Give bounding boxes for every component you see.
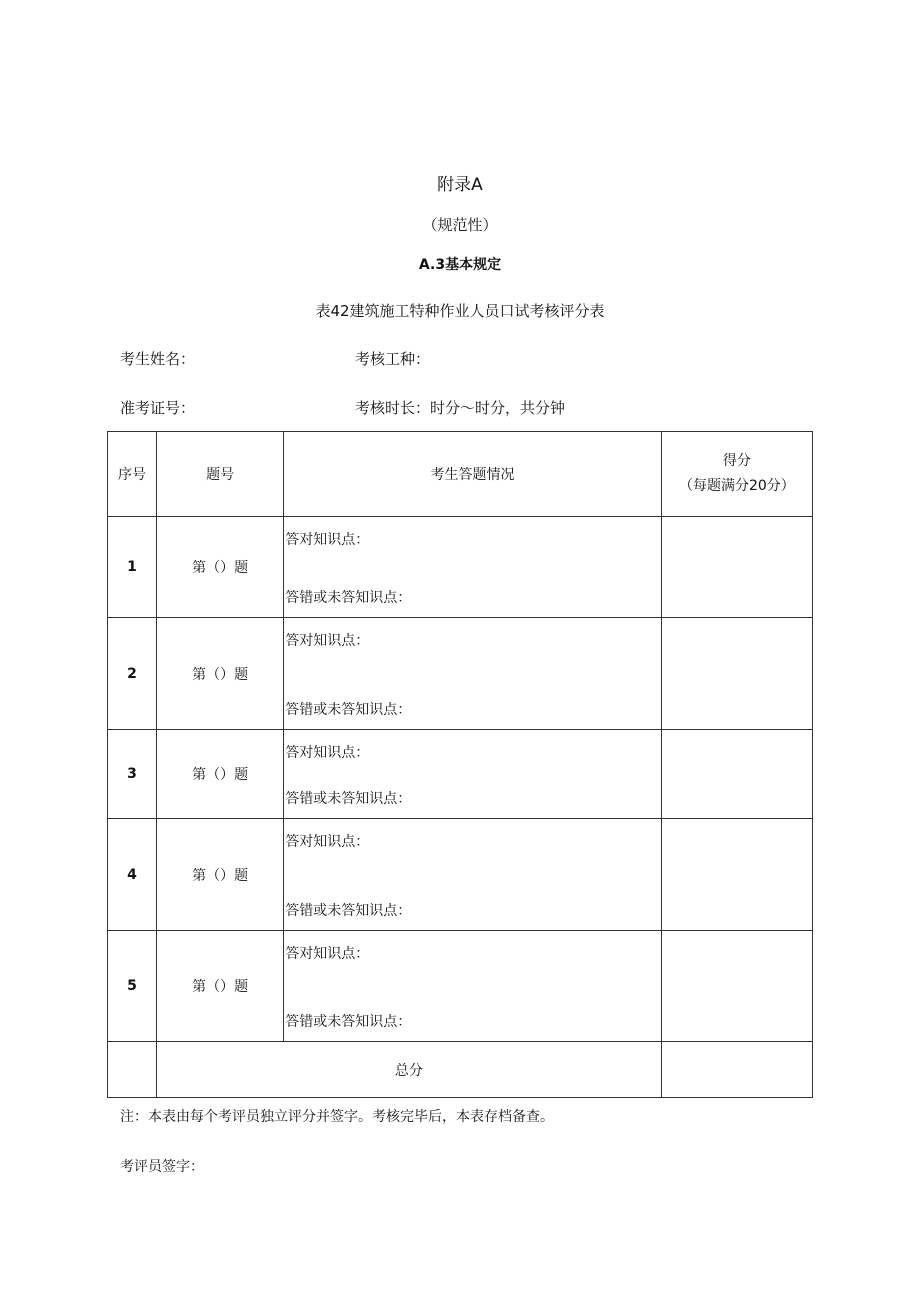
- row-score-cell[interactable]: [661, 730, 812, 819]
- wrong-points-label: 答错或未答知识点：: [285, 791, 412, 807]
- row-score-cell[interactable]: [661, 618, 812, 730]
- exam-duration-label: 考核时长：时分〜时分，共分钟: [355, 399, 566, 417]
- header-answer: 考生答题情况: [284, 432, 662, 517]
- row-score-cell[interactable]: [661, 931, 812, 1042]
- row-seq: 4: [108, 819, 157, 931]
- row-seq: 1: [108, 517, 157, 618]
- work-type-label: 考核工种：: [355, 350, 431, 368]
- normative-label: （规范性）: [422, 216, 498, 234]
- total-score-cell[interactable]: [661, 1042, 812, 1098]
- examiner-signature-label: 考评员签字：: [120, 1159, 204, 1175]
- row-question-no: 第（）题: [157, 618, 284, 730]
- row-seq: 3: [108, 730, 157, 819]
- row-seq: 2: [108, 618, 157, 730]
- header-score: [661, 432, 812, 517]
- row-answer-cell[interactable]: [284, 517, 662, 618]
- row-score-cell[interactable]: [661, 517, 812, 618]
- row-answer-cell[interactable]: [284, 931, 662, 1042]
- correct-points-label: 答对知识点：: [285, 946, 370, 962]
- total-seq-cell: [108, 1042, 157, 1098]
- correct-points-label: 答对知识点：: [285, 745, 370, 761]
- candidate-name-label: 考生姓名：: [120, 350, 196, 368]
- header-score-note: （每题满分20分）: [678, 478, 795, 494]
- total-row: [108, 1042, 813, 1098]
- row-question-no: 第（）题: [157, 517, 284, 618]
- row-question-no: 第（）题: [157, 730, 284, 819]
- correct-points-label: 答对知识点：: [285, 834, 370, 850]
- wrong-points-label: 答错或未答知识点：: [285, 590, 412, 606]
- score-table: [107, 431, 813, 1098]
- admission-id-label: 准考证号：: [120, 399, 196, 417]
- total-label: 总分: [157, 1042, 662, 1098]
- table-row: [108, 931, 813, 1042]
- row-question-no: 第（）题: [157, 819, 284, 931]
- row-answer-cell[interactable]: [284, 618, 662, 730]
- correct-points-label: 答对知识点：: [285, 633, 370, 649]
- table-row: [108, 819, 813, 931]
- row-answer-cell[interactable]: [284, 819, 662, 931]
- wrong-points-label: 答错或未答知识点：: [285, 702, 412, 718]
- table-row: [108, 517, 813, 618]
- table-header-row: [108, 432, 813, 517]
- row-seq: 5: [108, 931, 157, 1042]
- footnote: 注：本表由每个考评员独立评分并签字。考核完毕后，本表存档备查。: [120, 1109, 554, 1125]
- wrong-points-label: 答错或未答知识点：: [285, 1014, 412, 1030]
- row-question-no: 第（）题: [157, 931, 284, 1042]
- row-answer-cell[interactable]: [284, 730, 662, 819]
- correct-points-label: 答对知识点：: [285, 532, 370, 548]
- header-score-label: 得分: [722, 452, 751, 469]
- section-heading: A.3基本规定: [418, 257, 502, 273]
- table-row: [108, 730, 813, 819]
- wrong-points-label: 答错或未答知识点：: [285, 903, 412, 919]
- table-row: [108, 618, 813, 730]
- table-title: 表42建筑施工特种作业人员口试考核评分表: [315, 302, 605, 320]
- row-score-cell[interactable]: [661, 819, 812, 931]
- appendix-title: 附录A: [437, 175, 483, 195]
- header-question-no: 题号: [157, 432, 284, 517]
- header-seq: 序号: [108, 432, 157, 517]
